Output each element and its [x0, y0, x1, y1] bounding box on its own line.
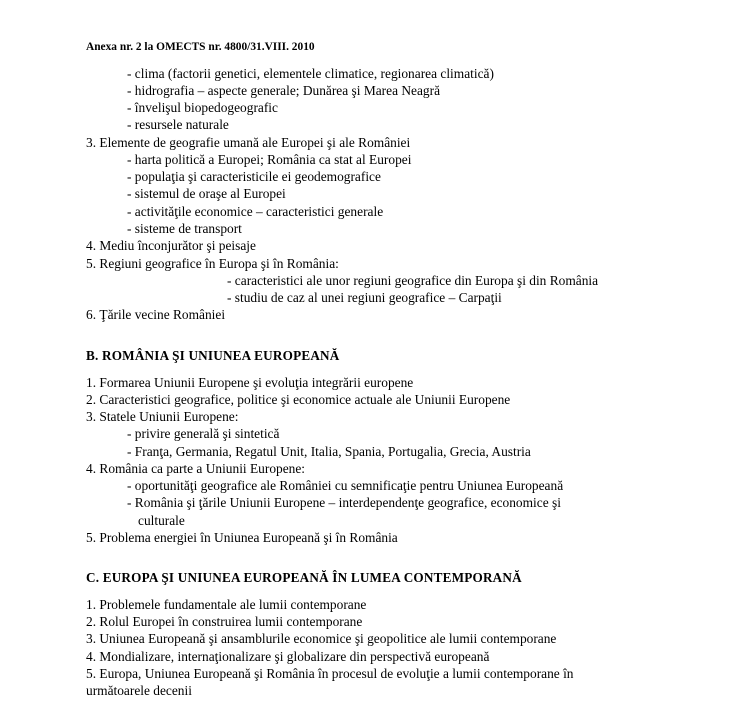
list-item: - caracteristici ale unor regiuni geografice din Europa şi din România [227, 273, 599, 288]
list-item: - clima (factorii genetici, elementele climatice, regionarea climatică) [127, 66, 494, 81]
list-item: - hidrografia – aspecte generale; Dunărea şi Marea Neagră [127, 83, 441, 98]
list-item: - sisteme de transport [127, 221, 242, 236]
list-item: - resursele naturale [127, 117, 229, 132]
list-item: 3. Elemente de geografie umană ale Europei şi ale României [86, 135, 411, 150]
list-item: - studiu de caz al unei regiuni geografice – Carpaţii [227, 290, 502, 305]
list-item: 5. Europa, Uniunea Europeană şi România în procesul de evoluţie a lumii contemporane în [86, 666, 574, 681]
list-item: 2. Rolul Europei în construirea lumii contemporane [86, 614, 363, 629]
list-item: - Franţa, Germania, Regatul Unit, Italia, Spania, Portugalia, Grecia, Austria [127, 444, 531, 459]
list-item: 3. Statele Uniunii Europene: [86, 409, 239, 424]
list-item: 6. Ţările vecine României [86, 307, 226, 322]
list-item: 5. Regiuni geografice în Europa şi în România: [86, 256, 339, 271]
list-item: următoarele decenii [86, 683, 192, 698]
list-item: - România şi ţările Uniunii Europene – interdependenţe geografice, economice şi [127, 495, 561, 510]
list-item: - privire generală şi sintetică [127, 426, 280, 441]
list-item: 4. Mondializare, internaţionalizare şi globalizare din perspectivă europeană [86, 649, 490, 664]
list-item: 1. Formarea Uniunii Europene şi evoluţia integrării europene [86, 375, 414, 390]
list-item: 2. Caracteristici geografice, politice şi economice actuale ale Uniunii Europene [86, 392, 511, 407]
list-item: 5. Problema energiei în Uniunea Europeană şi în România [86, 530, 398, 545]
list-item: - populaţia şi caracteristicile ei geodemografice [127, 169, 381, 184]
document-header: Anexa nr. 2 la OMECTS nr. 4800/31.VIII. 2010 [86, 41, 315, 53]
list-item: - sistemul de oraşe al Europei [127, 186, 286, 201]
list-item: culturale [138, 513, 185, 528]
list-item: 4. România ca parte a Uniunii Europene: [86, 461, 306, 476]
list-item: 3. Uniunea Europeană şi ansamblurile economice şi geopolitice ale lumii contemporane [86, 631, 557, 646]
section-c-title: C. EUROPA ŞI UNIUNEA EUROPEANĂ ÎN LUMEA CONTEMPORANĂ [86, 570, 522, 585]
list-item: 4. Mediu înconjurător şi peisaje [86, 238, 256, 253]
list-item: 1. Problemele fundamentale ale lumii contemporane [86, 597, 367, 612]
list-item: - harta politică a Europei; România ca stat al Europei [127, 152, 412, 167]
list-item: - învelişul biopedogeografic [127, 100, 278, 115]
section-b-title: B. ROMÂNIA ŞI UNIUNEA EUROPEANĂ [86, 348, 340, 363]
list-item: - oportunităţi geografice ale României cu semnificaţie pentru Uniunea Europeană [127, 478, 564, 493]
list-item: - activităţile economice – caracteristici generale [127, 204, 384, 219]
